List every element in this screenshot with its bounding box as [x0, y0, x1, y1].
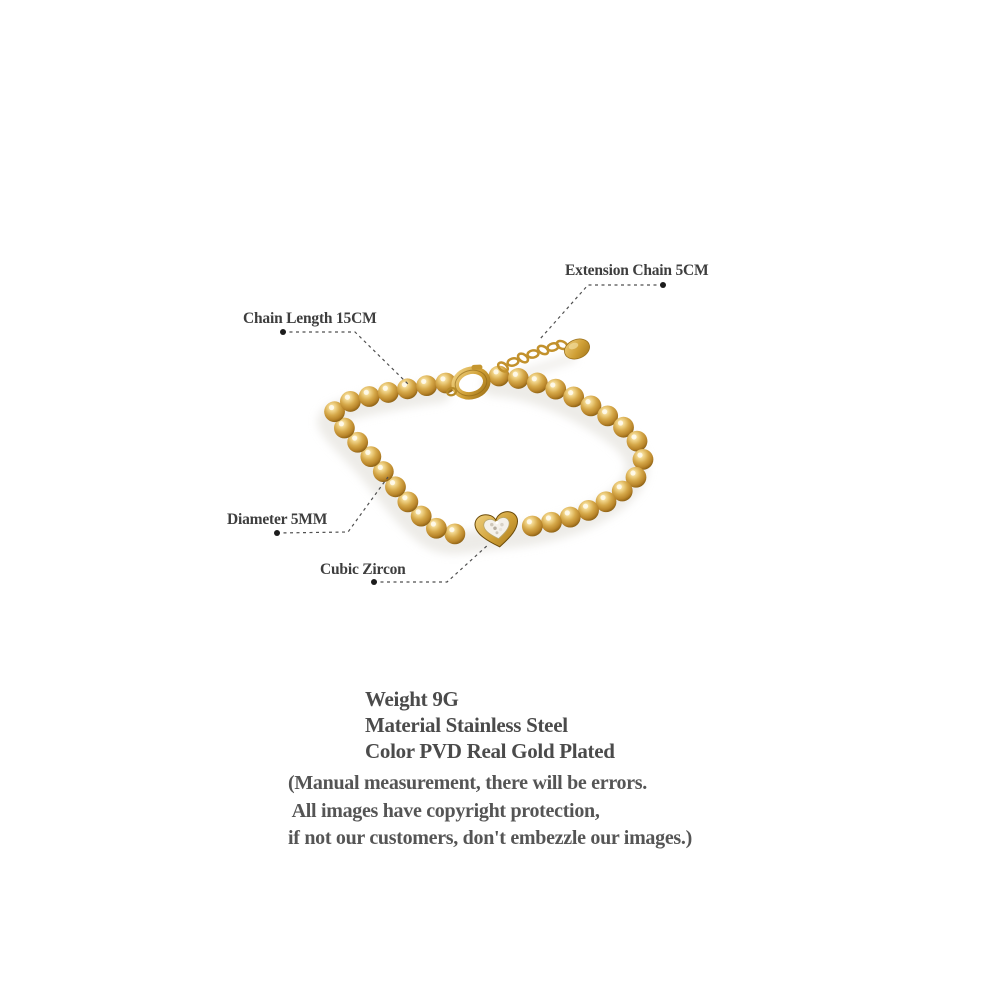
callout-cubic-zircon-label: Cubic Zircon: [320, 561, 406, 578]
leader-chain-length: [283, 332, 408, 384]
spec-color: Color PVD Real Gold Plated: [365, 739, 615, 763]
callout-diameter-label: Diameter 5MM: [227, 511, 328, 528]
callout-chain-length-label: Chain Length 15CM: [243, 310, 377, 327]
disclaimer-line-3: if not our customers, don't embezzle our images.): [288, 827, 692, 849]
spec-material: Material Stainless Steel: [365, 713, 568, 737]
callout-extension-chain-label: Extension Chain 5CM: [565, 262, 709, 279]
spec-weight: Weight 9G: [365, 687, 459, 711]
leader-extension-chain: [540, 285, 663, 339]
disclaimer-block: [288, 770, 692, 853]
disclaimer-line-1: (Manual measurement, there will be errors.: [288, 772, 647, 794]
disclaimer-line-2: All images have copyright protection,: [288, 799, 600, 822]
spec-block: [365, 686, 615, 764]
